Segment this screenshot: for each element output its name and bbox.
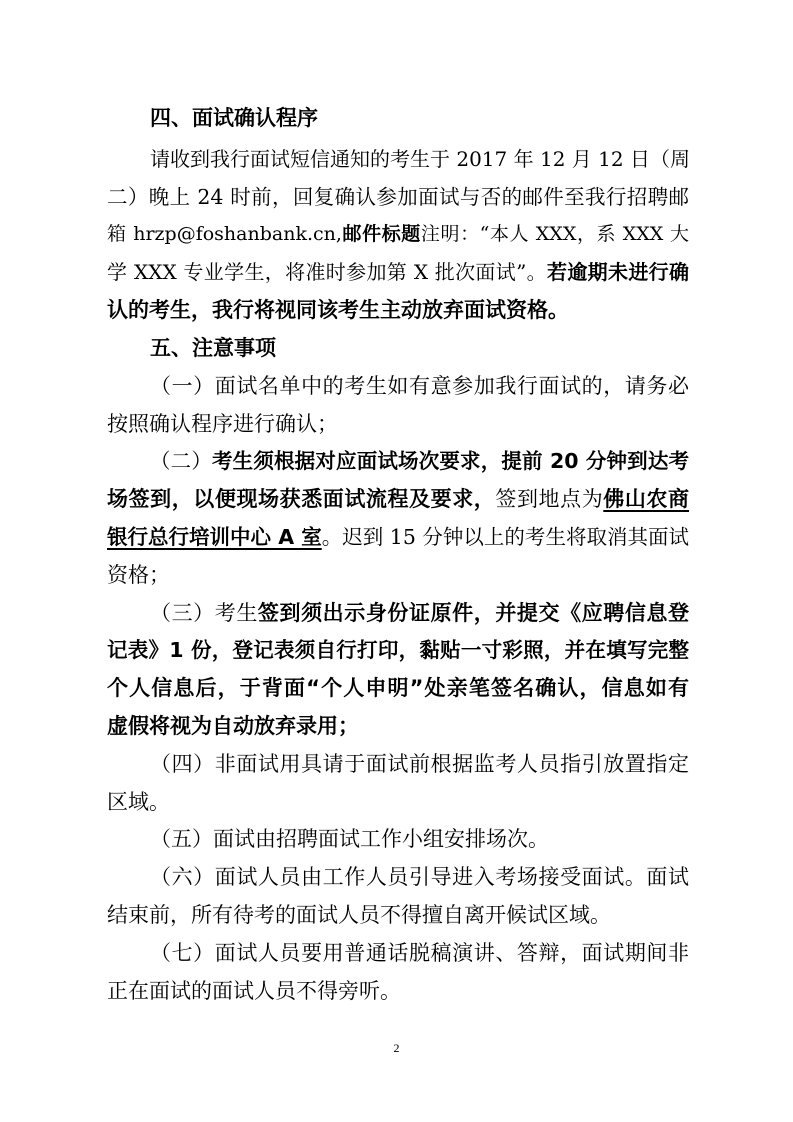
paragraph-line: （四）非面试用具请于面试前根据监考人员指引放置指定 [150, 752, 689, 776]
paragraph-line: 结束前，所有待考的面试人员不得擅自离开候试区域。 [107, 903, 611, 927]
paragraph-line: 虚假将视为自动放弃录用； [107, 714, 359, 738]
paragraph-line: 记表》1 份，登记表须自行打印，黏贴一寸彩照，并在填写完整 [107, 638, 689, 662]
emphasis-text: 签到须出示身份证原件，并提交《应聘信息登 [257, 601, 690, 625]
section-5-heading: 五、注意事项 [150, 336, 276, 360]
paragraph-line [107, 480, 689, 518]
paragraph-line: （七）面试人员要用普通话脱稿演讲、答辩，面试期间非 [150, 941, 689, 965]
section-4-heading: 四、面试确认程序 [150, 106, 318, 130]
paragraph-text: （三）考生 [150, 601, 258, 625]
paragraph-line: 请收到我行面试短信通知的考生于 2017 年 12 月 12 日（周 [150, 147, 690, 171]
paragraph-line: 资格； [107, 563, 170, 587]
paragraph-line [107, 518, 689, 556]
page-number: 2 [393, 1041, 400, 1055]
paragraph-text: 签到地点为 [495, 487, 604, 511]
paragraph-line: 区域。 [107, 790, 170, 814]
paragraph-line [107, 253, 689, 291]
paragraph-text: （二） [150, 449, 213, 473]
paragraph-line: 按照确认程序进行确认； [107, 412, 338, 436]
email-text: 箱 hrzp@foshanbank.cn, [107, 223, 342, 245]
location-text: 佛山农商 [603, 487, 690, 511]
emphasis-text: 若逾期未进行确 [547, 260, 690, 284]
location-text: 银行总行培训中心 A 室 [107, 525, 322, 549]
paragraph-line: （一）面试名单中的考生如有意参加我行面试的，请务必 [150, 374, 689, 398]
paragraph-line: 认的考生，我行将视同该考生主动放弃面试资格。 [107, 298, 569, 322]
paragraph-line [107, 215, 689, 253]
paragraph-line [150, 442, 689, 480]
paragraph-line [150, 594, 689, 632]
paragraph-line: 正在面试的面试人员不得旁听。 [107, 979, 401, 1003]
paragraph-line: 个人信息后，于背面“个人申明”处亲笔签名确认，信息如有 [107, 676, 689, 700]
paragraph-text: 注明：“本人 XXX，系 XXX 大 [420, 223, 689, 245]
paragraph-text: 。迟到 15 分钟以上的考生将取消其面试 [321, 525, 689, 549]
paragraph-text: 学 XXX 专业学生，将准时参加第 X 批次面试”。 [107, 260, 547, 284]
emphasis-text: 场签到，以便现场获悉面试流程及要求， [107, 487, 496, 511]
paragraph-line: 二）晚上 24 时前，回复确认参加面试与否的邮件至我行招聘邮 [107, 185, 689, 209]
emphasis-text: 邮件标题 [341, 223, 421, 245]
paragraph-line: （五）面试由招聘面试工作小组安排场次。 [150, 827, 549, 851]
emphasis-text: 考生须根据对应面试场次要求，提前 20 分钟到达考 [212, 449, 690, 473]
paragraph-line: （六）面试人员由工作人员引导进入考场接受面试。面试 [150, 865, 689, 889]
